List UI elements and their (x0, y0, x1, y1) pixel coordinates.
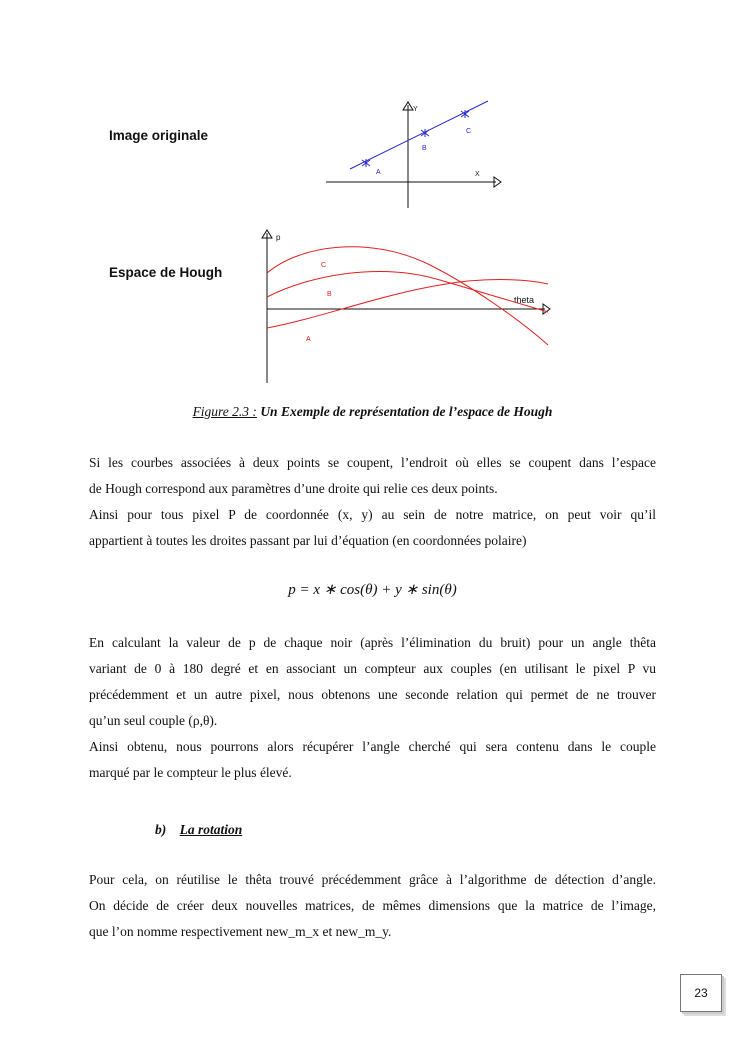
paragraph-line: Ainsi pour tous pixel P de coordonnée (x, y) au sein de notre matrice, on peut voir qu’il (89, 507, 656, 522)
figure-label-image-originale: Image originale (109, 128, 209, 143)
paragraph-3 (89, 867, 656, 945)
point-a-label: A (376, 169, 381, 176)
paragraph-1 (89, 450, 656, 554)
top-plot-y-label: Y (413, 106, 418, 113)
hough-formula: p = x ∗ cos(θ) + y ∗ sin(θ) (288, 582, 457, 598)
section-title: La rotation (179, 822, 243, 837)
figure-caption-ref: Figure 2.3 : (192, 404, 257, 419)
point-b-label: B (422, 145, 427, 152)
paragraph-2 (89, 630, 656, 786)
paragraph-line: Si les courbes associées à deux points se coupent, l’endroit où elles se coupent dans l’espace (89, 455, 656, 470)
paragraph-line: marqué par le compteur le plus élevé. (89, 765, 292, 780)
page-number-box (680, 974, 722, 1012)
point-c-label: C (466, 128, 472, 135)
original-line (350, 101, 488, 169)
paragraph-line: appartient à toutes les droites passant par lui d’équation (en coordonnées polaire) (89, 533, 527, 548)
curve-b-label: B (327, 291, 332, 298)
paragraph-line: Ainsi obtenu, nous pourrons alors récupérer l’angle cherché qui sera contenu dans le couple (89, 739, 656, 754)
page-number: 23 (694, 986, 708, 1000)
paragraph-line: qu’un seul couple (ρ,θ). (89, 713, 218, 728)
paragraph-line: que l’on nomme respectivement new_m_x et new_m_y. (89, 924, 392, 939)
section-number: b) (155, 822, 167, 837)
figure-label-espace-hough: Espace de Hough (109, 265, 223, 280)
paragraph-line: On décide de créer deux nouvelles matrices, de mêmes dimensions que la matrice de l’image, (89, 898, 656, 913)
curve-a-label: A (306, 336, 311, 343)
curve-c (267, 247, 548, 345)
paragraph-line: En calculant la valeur de p de chaque noir (après l’élimination du bruit) pour un angle thêta (89, 635, 656, 650)
paragraph-line: de Hough correspond aux paramètres d’une droite qui relie ces deux points. (89, 481, 498, 496)
curve-c-label: C (321, 262, 327, 269)
section-heading (155, 822, 242, 838)
figure-hough (0, 0, 745, 400)
paragraph-line: variant de 0 à 180 degré et en associant un compteur aux couples (en utilisant le pixel P vu (89, 661, 656, 676)
figure-caption (0, 404, 745, 420)
top-plot-axes (326, 102, 501, 208)
paragraph-line: Pour cela, on réutilise le thêta trouvé précédemment grâce à l’algorithme de détection d’angle. (89, 872, 656, 887)
curve-a (267, 280, 548, 328)
paragraph-line: précédemment et un autre pixel, nous obtenons une seconde relation qui permet de ne trouver (89, 687, 656, 702)
hough-plot-y-label: p (276, 233, 281, 242)
figure-caption-title: Un Exemple de représentation de l’espace de Hough (260, 404, 553, 419)
hough-plot-x-label: theta (514, 295, 535, 305)
top-plot-x-label: X (475, 171, 480, 178)
